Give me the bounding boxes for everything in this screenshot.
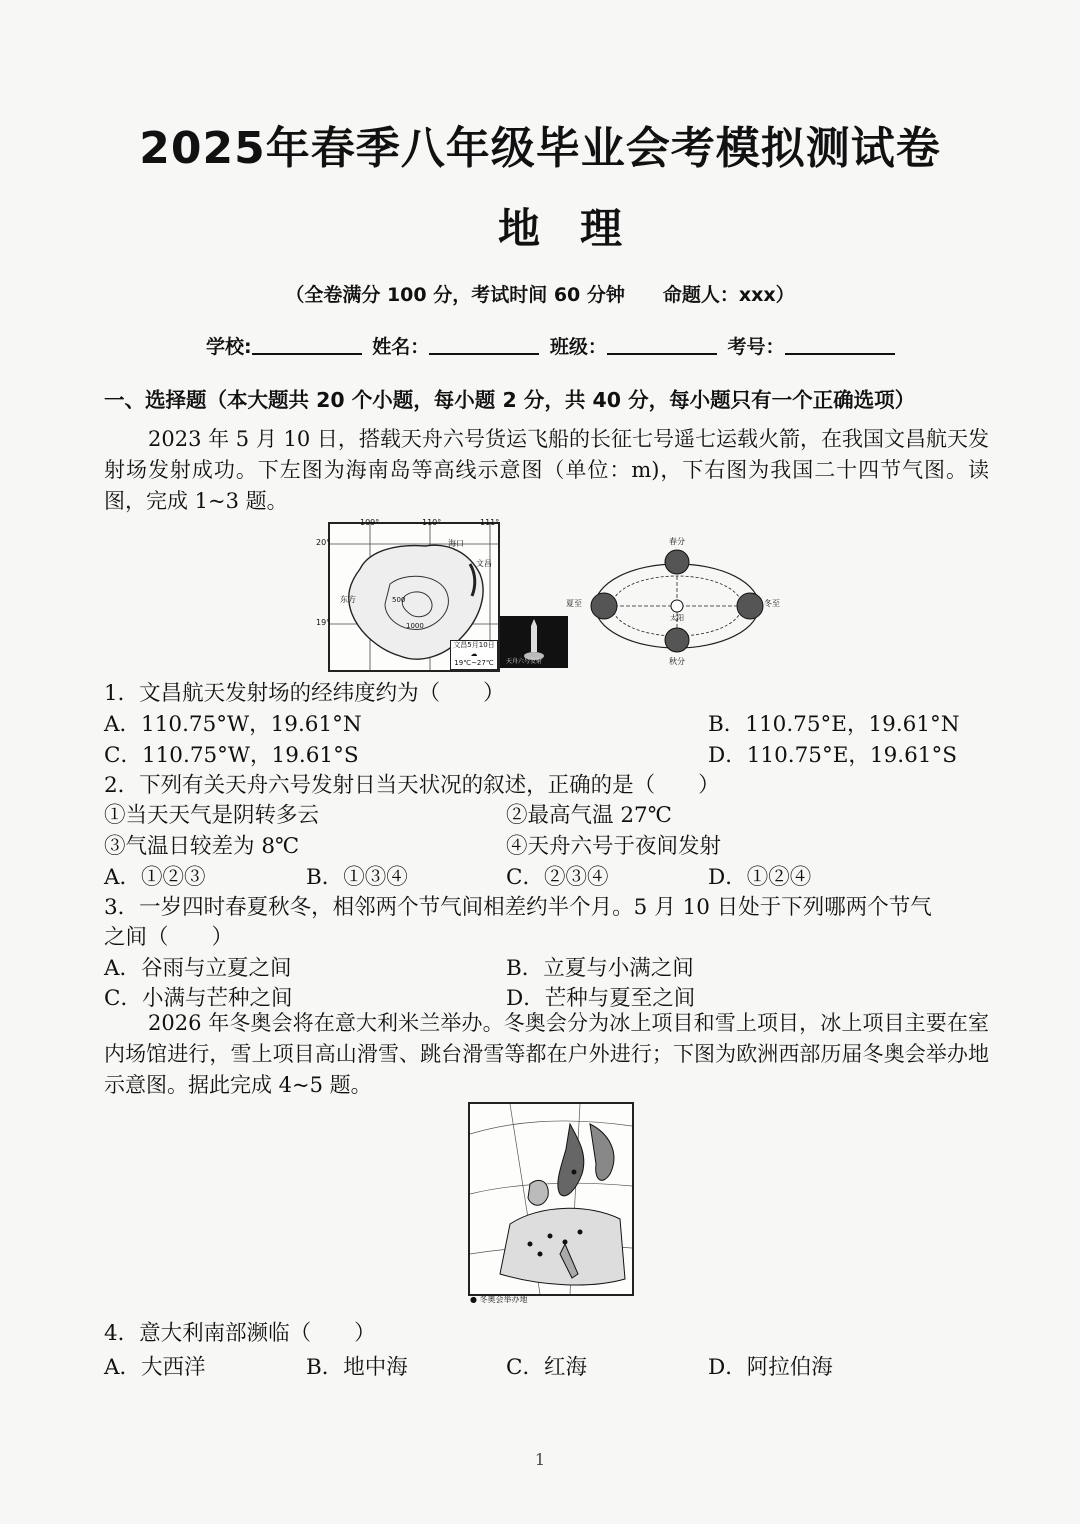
cloud-icon: ☁ (470, 650, 478, 658)
label-summer-solstice: 夏至 (566, 599, 582, 608)
q3-option-c[interactable]: C．小满与芒种之间 (104, 986, 293, 1011)
lon-label-110: 110° (422, 518, 442, 527)
place-haikou: 海口 (448, 539, 464, 548)
lon-label-111: 111° (480, 518, 500, 527)
map-legend-text: ● 冬奥会举办地 (470, 1295, 528, 1304)
name-blank[interactable] (429, 335, 539, 355)
q4-option-d[interactable]: D．阿拉伯海 (708, 1355, 833, 1380)
class-label: 班级： (549, 336, 607, 358)
q3-stem-line1: 3．一岁四时春夏秋冬，相邻两个节气间相差约半个月。5 月 10 日处于下列哪两个节气 (104, 895, 932, 920)
q2-statement-4: ④天舟六号于夜间发射 (506, 834, 722, 859)
europe-winter-olympics-map (468, 1102, 634, 1296)
class-blank[interactable] (607, 335, 717, 355)
label-winter-solstice: 冬至 (764, 599, 780, 608)
lat-label-20: 20° (316, 538, 331, 547)
page-number: 1 (534, 1450, 546, 1469)
q2-option-c[interactable]: C．②③④ (506, 865, 609, 890)
q2-option-a[interactable]: A．①②③ (104, 865, 206, 890)
q2-statement-2: ②最高气温 27℃ (506, 803, 672, 828)
subject-title: 地理 (497, 204, 662, 253)
label-autumn-equinox: 秋分 (669, 657, 685, 666)
weather-inset-date: 文昌5月10日 (453, 641, 495, 649)
q1-stem: 1．文昌航天发射场的经纬度约为（ ） (104, 681, 505, 706)
place-wenchang: 文昌 (476, 559, 492, 568)
map-legend (470, 1294, 528, 1305)
exam-title: 2025年春季八年级毕业会考模拟测试卷 (139, 123, 941, 174)
exam-meta: （全卷满分 100 分，考试时间 60 分钟 命题人：xxx） (285, 284, 795, 306)
q4-option-c[interactable]: C．红海 (506, 1355, 587, 1380)
school-blank[interactable] (252, 335, 362, 355)
weather-inset (450, 640, 498, 670)
q4-option-b[interactable]: B．地中海 (306, 1355, 408, 1380)
q2-statement-1: ①当天天气是阴转多云 (104, 803, 320, 828)
q3-option-a[interactable]: A．谷雨与立夏之间 (104, 956, 292, 981)
q2-option-b[interactable]: B．①③④ (306, 865, 408, 890)
passage-2: 2026 年冬奥会将在意大利米兰举办。冬奥会分为冰上项目和雪上项目，冰上项目主要在室内场馆进行，雪上项目高山滑雪、跳台滑雪等都在户外进行；下图为欧洲西部历届冬奥会举办地示意图。据此完成 4~5 题。 (104, 1011, 989, 1097)
q3-stem-line2: 之间（ ） (104, 925, 234, 950)
solar-terms-diagram (566, 537, 782, 670)
q3-option-b[interactable]: B．立夏与小满之间 (506, 956, 694, 981)
q2-stem: 2．下列有关天舟六号发射日当天状况的叙述，正确的是（ ） (104, 773, 720, 798)
contour-1000: 1000 (406, 622, 424, 630)
place-dongfang: 东方 (340, 595, 356, 604)
launch-photo (500, 616, 568, 668)
q1-option-d[interactable]: D．110.75°E，19.61°S (708, 743, 957, 768)
q1-option-c[interactable]: C．110.75°W，19.61°S (104, 743, 359, 768)
passage-1: 2023 年 5 月 10 日，搭载天舟六号货运飞船的长征七号遥七运载火箭，在我国文昌航天发射场发射成功。下左图为海南岛等高线示意图（单位：m)，下右图为我国二十四节气图。读图，完成 1~3 题。 (104, 427, 989, 513)
hainan-contour-map (316, 518, 500, 672)
europe-map-svg (470, 1104, 632, 1294)
exam-number-label: 考号： (727, 336, 785, 358)
weather-inset-temp: 19℃~27℃ (454, 659, 494, 667)
q1-option-a[interactable]: A．110.75°W，19.61°N (104, 712, 362, 737)
contour-500: 500 (392, 596, 406, 604)
lon-label-109: 109° (360, 518, 380, 527)
q2-statement-3: ③气温日较差为 8℃ (104, 834, 300, 859)
exam-number-blank[interactable] (785, 335, 895, 355)
student-info-fields (206, 332, 906, 359)
q3-option-d[interactable]: D．芒种与夏至之间 (506, 986, 696, 1011)
label-sun: 太阳 (670, 614, 684, 622)
label-spring-equinox: 春分 (669, 537, 685, 546)
section-heading: 一、选择题（本大题共 20 个小题，每小题 2 分，共 40 分，每小题只有一个正确选项） (104, 388, 916, 412)
lat-label-19: 19° (316, 618, 331, 627)
q2-option-d[interactable]: D．①②④ (708, 865, 812, 890)
school-label: 学校: (206, 336, 252, 358)
q4-stem: 4．意大利南部濒临（ ） (104, 1321, 376, 1346)
orbit-svg (572, 540, 782, 670)
launch-photo-caption: 天舟六号发射 (506, 658, 543, 665)
name-label: 姓名： (372, 336, 430, 358)
q1-option-b[interactable]: B．110.75°E，19.61°N (708, 712, 960, 737)
q4-option-a[interactable]: A．大西洋 (104, 1355, 206, 1380)
